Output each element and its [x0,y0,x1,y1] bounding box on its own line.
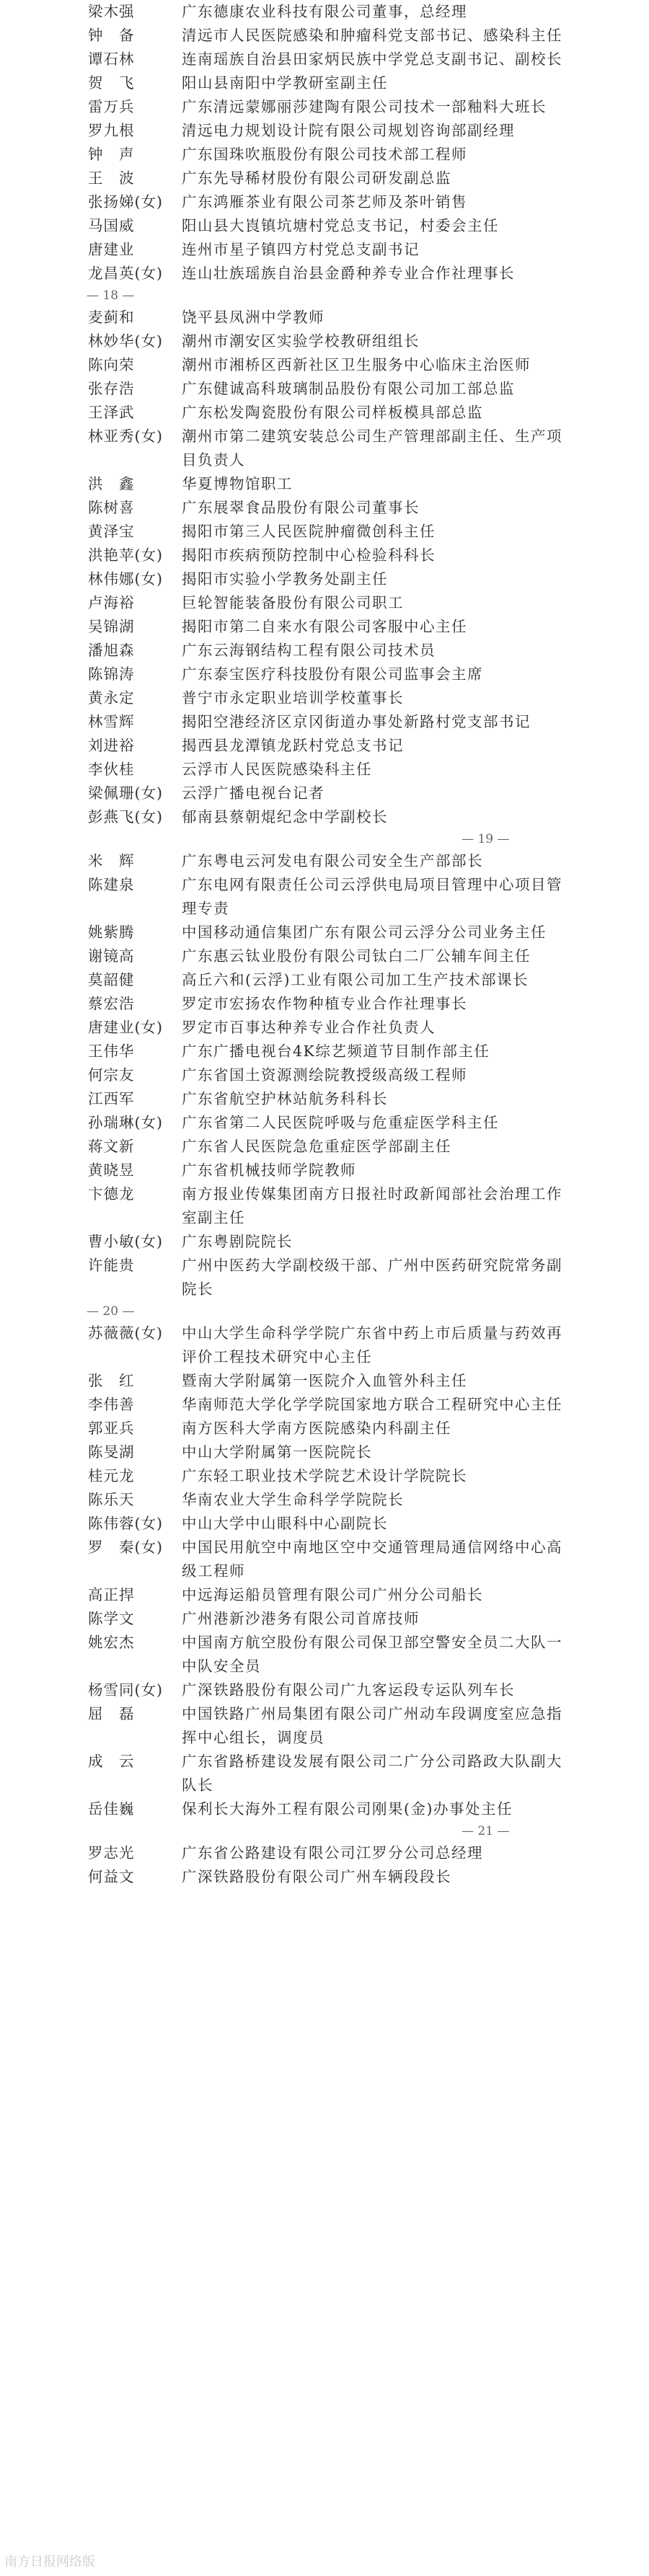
list-item [0,639,649,663]
person-title: 广东泰宝医疗科技股份有限公司监事会主席 [182,665,483,683]
list-item [0,1393,649,1417]
list-item [0,214,649,238]
list-item [0,734,649,758]
list-item [0,615,649,639]
list-item [0,262,649,286]
list-item [0,805,649,829]
person-name: 黄晓昱 [88,1161,135,1179]
person-title: 罗定市宏扬农作物种植专业合作社理事长 [182,995,467,1012]
list-item [0,95,649,119]
list-item [0,1464,649,1488]
person-title: 巨轮智能装备股份有限公司职工 [182,594,404,611]
list-item [0,520,649,544]
person-name: 李伙桂 [88,761,135,778]
list-item [0,1841,649,1865]
list-item [0,1417,649,1440]
list-item [0,873,649,921]
list-item [0,1865,649,1889]
person-name: 罗九根 [88,122,135,139]
list-item [0,663,649,686]
person-name: 高正捍 [88,1586,135,1603]
list-item [0,190,649,214]
list-item [0,48,649,71]
page-number: — 21 — [462,1824,510,1838]
person-name: 梁木强 [88,3,135,20]
person-title: 中国移动通信集团广东有限公司云浮分公司业务主任 [182,924,547,941]
person-name: 蒋文新 [88,1138,135,1155]
list-item [0,1607,649,1631]
person-name: 刘进裕 [88,737,135,754]
person-name: 潘旭森 [88,642,135,659]
person-title: 连州市星子镇四方村党总支副书记 [182,241,420,258]
person-title: 广东轻工职业技术学院艺术设计学院院长 [182,1467,467,1484]
person-name: 贺 飞 [88,74,135,92]
person-title: 揭阳市实验小学教务处副主任 [182,570,388,588]
person-name: 卢海裕 [88,594,135,611]
person-title: 广东省路桥建设发展有限公司二广分公司路政大队副大队长 [182,1753,562,1794]
person-title: 揭西县龙潭镇龙跃村党总支书记 [182,737,404,754]
person-name: 陈树喜 [88,499,135,516]
person-title: 暨南大学附属第一医院介入血管外科主任 [182,1372,467,1389]
person-name: 马国威 [88,217,135,234]
person-name: 罗 秦(女) [88,1539,163,1556]
page-number: — 20 — [87,1304,135,1319]
list-item [0,758,649,782]
person-title: 中国南方航空股份有限公司保卫部空警安全员二大队一中队安全员 [182,1634,562,1675]
person-name: 谭石林 [88,50,135,68]
list-item [0,1440,649,1464]
person-name: 麦蓟和 [88,309,135,326]
person-name: 张存浩 [88,380,135,397]
person-name: 江西军 [88,1090,135,1107]
person-title: 广东省机械技师学院教师 [182,1161,356,1179]
person-name: 彭燕飞(女) [88,808,163,826]
person-name: 郭亚兵 [88,1420,135,1437]
list-item [0,1016,649,1040]
list-item [0,238,649,262]
person-title: 罗定市百事达种养专业合作社负责人 [182,1019,436,1036]
list-item [0,1063,649,1087]
person-name: 陈旻湖 [88,1443,135,1461]
list-item [0,143,649,167]
person-title: 揭阳市疾病预防控制中心检验科科长 [182,546,436,564]
person-name: 林亚秀(女) [88,428,163,445]
person-name: 米 辉 [88,852,135,869]
person-name: 雷万兵 [88,98,135,115]
person-name: 杨雪同(女) [88,1681,163,1699]
person-name: 孙瑞琳(女) [88,1114,163,1131]
person-name: 何益文 [88,1868,135,1885]
list-item [0,1702,649,1750]
person-name: 曹小敏(女) [88,1233,163,1250]
person-name: 陈建泉 [88,876,135,893]
person-name: 何宗友 [88,1066,135,1084]
list-item [0,1087,649,1111]
list-item [0,1797,649,1821]
person-name: 谢镜高 [88,947,135,965]
person-name: 林妙华(女) [88,332,163,350]
person-title: 饶平县凤洲中学教师 [182,309,324,326]
person-name: 唐建业 [88,241,135,258]
person-name: 陈锦涛 [88,665,135,683]
person-title: 广州港新沙港务有限公司首席技师 [182,1610,420,1627]
person-title: 广州中医药大学副校级干部、广州中医药研究院常务副院长 [182,1257,562,1298]
person-name: 黄泽宝 [88,523,135,540]
person-title: 广深铁路股份有限公司广州车辆段段长 [182,1868,451,1885]
person-title: 华夏博物馆职工 [182,475,293,492]
person-name: 梁佩珊(女) [88,784,163,802]
page-number: — 18 — [87,288,135,303]
person-title: 广东健诚高科玻璃制品股份有限公司加工部总监 [182,380,515,397]
person-title: 广东省人民医院急危重症医学部副主任 [182,1138,451,1155]
list-item [0,992,649,1016]
watermark: 南方日报网络版 [4,2554,95,2570]
person-title: 广东省航空护林站航务科科长 [182,1090,388,1107]
list-item [0,401,649,425]
person-name: 钟 备 [88,27,135,44]
person-title: 保利长大海外工程有限公司刚果(金)办事处主任 [182,1800,513,1818]
person-title: 广东国珠吹瓶股份有限公司技术部工程师 [182,146,467,163]
person-name: 屈 磊 [88,1705,135,1722]
list-item [0,1322,649,1369]
person-name: 苏薇薇(女) [88,1324,163,1342]
person-name: 桂元龙 [88,1467,135,1484]
person-title: 中远海运船员管理有限公司广州分公司船长 [182,1586,483,1603]
person-title: 广东松发陶瓷股份有限公司样板模具部总监 [182,404,483,421]
person-title: 揭阳市第三人民医院肿瘤微创科主任 [182,523,436,540]
person-name: 许能贵 [88,1257,135,1274]
person-title: 广东广播电视台4K综艺频道节目制作部主任 [182,1043,490,1060]
person-name: 李伟善 [88,1396,135,1413]
person-title: 广东展翠食品股份有限公司董事长 [182,499,420,516]
person-title: 中山大学生命科学学院广东省中药上市后质量与药效再评价工程技术研究中心主任 [182,1324,562,1366]
person-title: 广东德康农业科技有限公司董事，总经理 [182,3,467,20]
person-title: 广东惠云钛业股份有限公司钛白二厂公辅车间主任 [182,947,531,965]
person-title: 潮州市潮安区实验学校教研组组长 [182,332,420,350]
person-title: 广东鸿雁茶业有限公司茶艺师及茶叶销售 [182,193,467,211]
person-title: 中山大学中山眼科中心副院长 [182,1515,388,1532]
person-name: 钟 声 [88,146,135,163]
person-title: 广东清远蒙娜丽莎建陶有限公司技术一部釉料大班长 [182,98,547,115]
person-title: 高丘六和(云浮)工业有限公司加工生产技术部课长 [182,971,529,988]
list-item [0,1583,649,1607]
list-item [0,1369,649,1393]
person-title: 阳山县大崀镇坑塘村党总支书记，村委会主任 [182,217,499,234]
list-item [0,1750,649,1797]
person-name: 张扬娣(女) [88,193,163,211]
person-name: 龙昌英(女) [88,265,163,282]
person-name: 姚宏杰 [88,1634,135,1651]
person-title: 云浮市人民医院感染科主任 [182,761,372,778]
person-name: 洪艳苹(女) [88,546,163,564]
list-item [0,1678,649,1702]
person-title: 连山壮族瑶族自治县金爵种养专业合作社理事长 [182,265,515,282]
person-title: 揭阳市第二自来水有限公司客服中心主任 [182,618,467,635]
person-title: 清远电力规划设计院有限公司规划咨询部副经理 [182,122,515,139]
list-item [0,849,649,873]
person-title: 云浮广播电视台记者 [182,784,324,802]
person-title: 广东粤剧院院长 [182,1233,293,1250]
list-item [0,944,649,968]
list-item [0,425,649,472]
page-number: — 19 — [462,832,510,846]
person-title: 中国铁路广州局集团有限公司广州动车段调度室应急指挥中心组长，调度员 [182,1705,562,1746]
person-title: 揭阳空港经济区京冈街道办事处新路村党支部书记 [182,713,531,730]
person-name: 王泽武 [88,404,135,421]
list-item [0,1182,649,1230]
person-name: 陈向荣 [88,356,135,373]
person-name: 陈乐天 [88,1491,135,1508]
list-item [0,329,649,353]
person-title: 华南农业大学生命科学学院院长 [182,1491,404,1508]
person-title: 郁南县蔡朝焜纪念中学副校长 [182,808,388,826]
list-item [0,1631,649,1678]
person-title: 广深铁路股份有限公司广九客运段专运队列车长 [182,1681,515,1699]
person-title: 广东电网有限责任公司云浮供电局项目管理中心项目管理专责 [182,876,562,917]
list-item [0,1230,649,1254]
person-title: 潮州市湘桥区西新社区卫生服务中心临床主治医师 [182,356,531,373]
list-item [0,71,649,95]
person-name: 莫韶健 [88,971,135,988]
list-item [0,686,649,710]
person-name: 成 云 [88,1753,135,1770]
list-item [0,167,649,190]
person-title: 中国民用航空中南地区空中交通管理局通信网络中心高级工程师 [182,1539,562,1580]
list-item [0,1040,649,1063]
list-item [0,353,649,377]
list-item [0,496,649,520]
list-item [0,544,649,567]
list-item [0,119,649,143]
person-title: 广东云海钢结构工程有限公司技术员 [182,642,436,659]
person-title: 广东省公路建设有限公司江罗分公司总经理 [182,1844,483,1862]
list-item [0,1135,649,1159]
person-title: 清远市人民医院感染和肿瘤科党支部书记、感染科主任 [182,27,562,44]
list-item [0,1159,649,1182]
person-name: 蔡宏浩 [88,995,135,1012]
person-name: 洪 鑫 [88,475,135,492]
list-item [0,1512,649,1536]
list-item [0,472,649,496]
list-item [0,24,649,48]
list-item [0,921,649,944]
person-name: 王 波 [88,169,135,187]
person-title: 中山大学附属第一医院院长 [182,1443,372,1461]
person-name: 卞德龙 [88,1185,135,1203]
person-name: 唐建业(女) [88,1019,163,1036]
list-item [0,710,649,734]
person-name: 林伟娜(女) [88,570,163,588]
person-name: 吴锦湖 [88,618,135,635]
list-item [0,591,649,615]
list-item [0,306,649,329]
person-name: 王伟华 [88,1043,135,1060]
person-title: 广东省国土资源测绘院教授级高级工程师 [182,1066,467,1084]
list-item [0,1536,649,1583]
person-name: 罗志光 [88,1844,135,1862]
person-title: 南方医科大学南方医院感染内科副主任 [182,1420,451,1437]
person-title: 华南师范大学化学学院国家地方联合工程研究中心主任 [182,1396,562,1413]
person-title: 广东省第二人民医院呼吸与危重症医学科主任 [182,1114,499,1131]
person-name: 林雪辉 [88,713,135,730]
person-title: 南方报业传媒集团南方日报社时政新闻部社会治理工作室副主任 [182,1185,562,1226]
person-title: 连南瑶族自治县田家炳民族中学党总支副书记、副校长 [182,50,562,68]
person-name: 黄永定 [88,689,135,707]
person-name: 岳佳巍 [88,1800,135,1818]
person-name: 张 红 [88,1372,135,1389]
person-title: 广东粤电云河发电有限公司安全生产部部长 [182,852,483,869]
person-name: 姚紫腾 [88,924,135,941]
list-item [0,377,649,401]
list-item [0,1488,649,1512]
list-item [0,567,649,591]
person-title: 普宁市永定职业培训学校董事长 [182,689,404,707]
list-item [0,1254,649,1301]
person-title: 阳山县南阳中学教研室副主任 [182,74,388,92]
person-title: 广东先导稀材股份有限公司研发副总监 [182,169,451,187]
list-item [0,1111,649,1135]
list-item [0,782,649,805]
list-item [0,968,649,992]
list-item [0,0,649,24]
person-title: 潮州市第二建筑安装总公司生产管理部副主任、生产项目负责人 [182,428,562,469]
person-name: 陈学文 [88,1610,135,1627]
person-name: 陈伟蓉(女) [88,1515,163,1532]
